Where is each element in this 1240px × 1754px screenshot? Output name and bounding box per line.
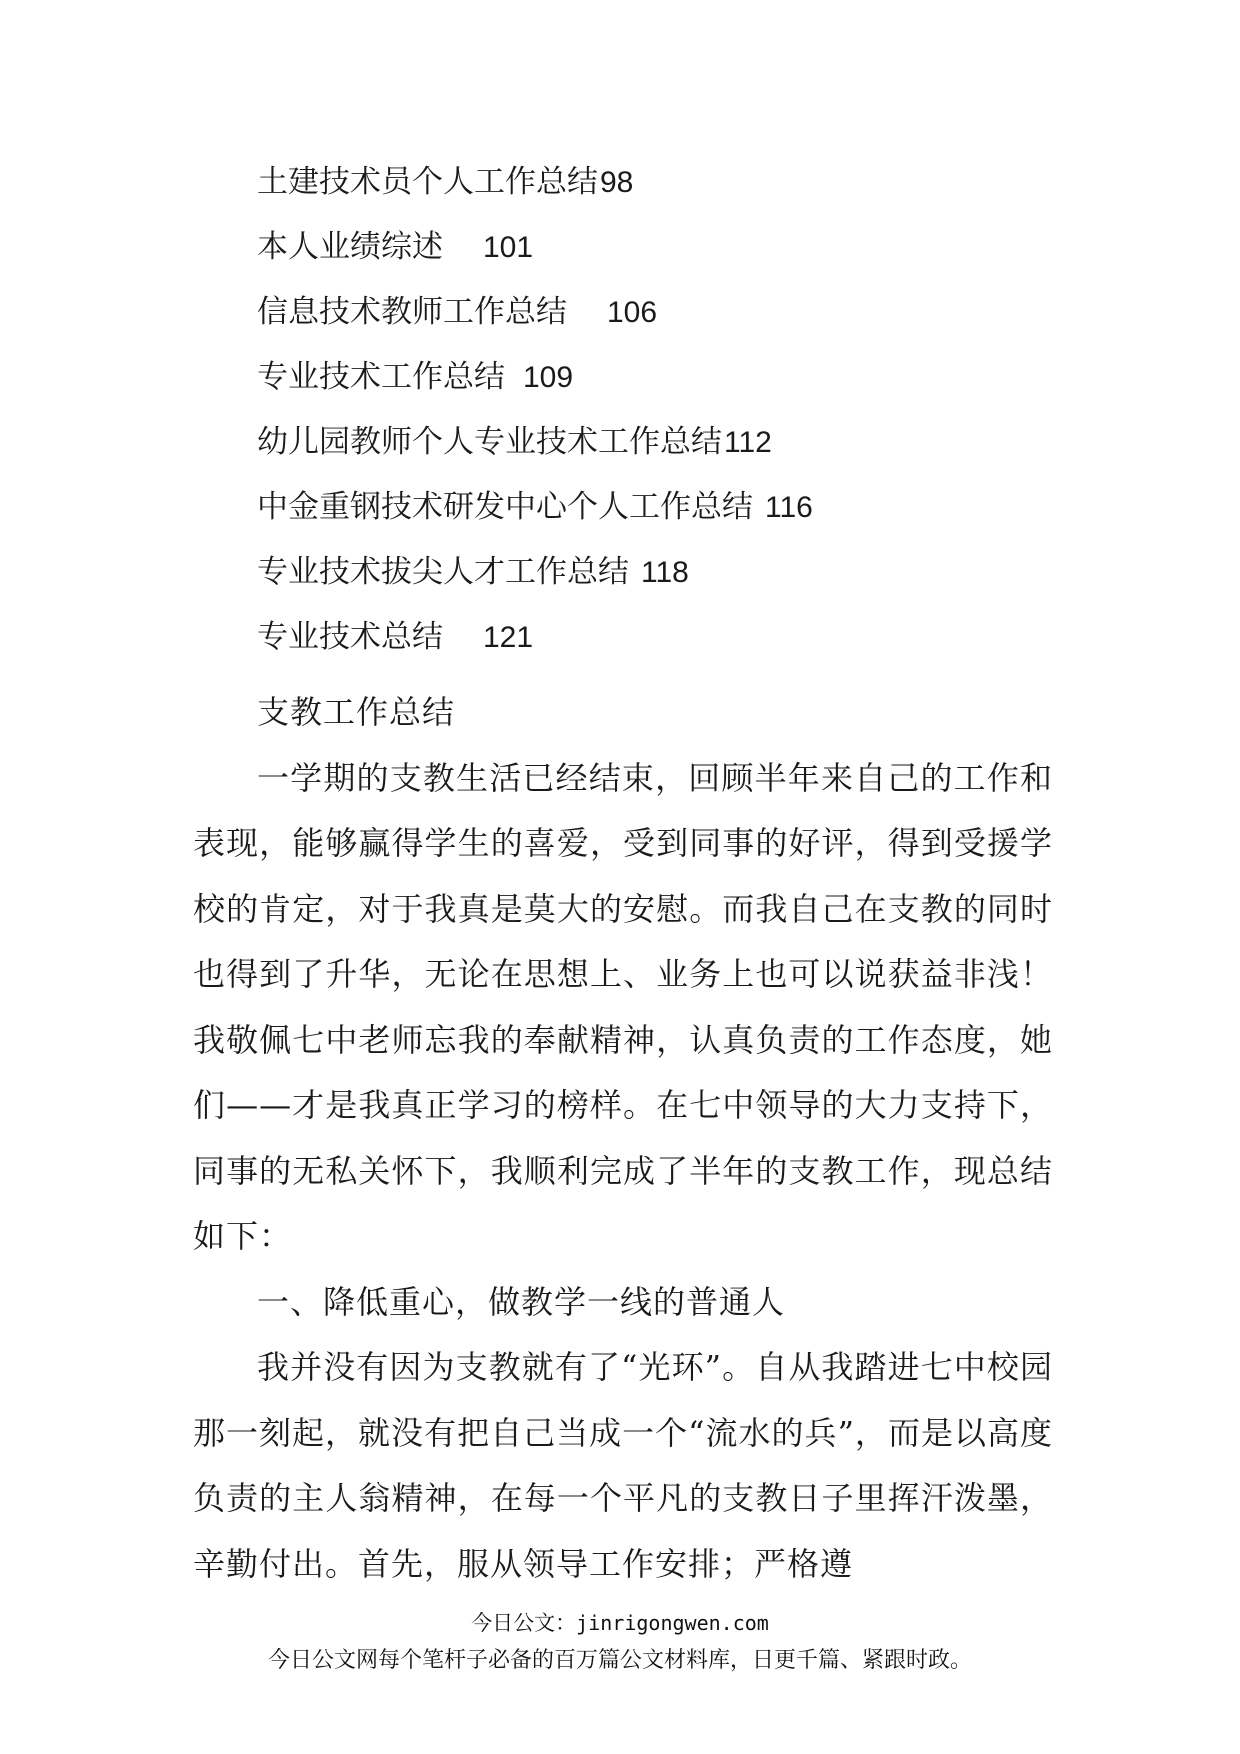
toc-item-page: 101 [483, 231, 534, 264]
article-title: 支教工作总结 [257, 693, 456, 731]
toc-item[interactable] [257, 613, 1077, 678]
toc-item[interactable] [257, 548, 1077, 613]
page-footer [0, 1608, 1240, 1677]
article-paragraph: 一学期的支教生活已经结束，回顾半年来自己的工作和表现，能够赢得学生的喜爱，受到同事的好评，得到受援学校的肯定，对于我真是莫大的安慰。而我自己在支教的同时也得到了升华，无论在思想上、业务上也可以说获益非浅！我敬佩七中老师忘我的奉献精神，认真负责的工作态度，她们——才是我真正学习的榜样。在七中领导的大力支持下，同事的无私关怀下，我顺利完成了半年的支教工作，现总结如下： [193, 758, 1053, 1255]
toc-item-title: 本人业绩综述 [257, 229, 443, 265]
toc-item-page: 109 [523, 361, 574, 394]
footer-site-link[interactable]: jinrigongwen.com [576, 1611, 769, 1635]
toc-item-title: 专业技术总结 [257, 619, 443, 655]
toc-item-page: 118 [641, 556, 689, 589]
article-paragraph: 我并没有因为支教就有了“光环”。自从我踏进七中校园那一刻起，就没有把自己当成一个“流水的兵”，而是以高度负责的主人翁精神，在每一个平凡的支教日子里挥汗泼墨，辛勤付出。首先，服从领导工作安排；严格遵 [193, 1348, 1053, 1583]
toc-item-page: 98 [600, 166, 634, 199]
section-heading: 一、降低重心，做教学一线的普通人 [257, 1282, 786, 1321]
toc-item-title: 幼儿园教师个人专业技术工作总结 [257, 424, 722, 460]
article-body [193, 680, 1053, 1597]
toc-item-page: 116 [765, 491, 813, 524]
toc-item-page: 112 [724, 426, 772, 459]
toc-item-page: 106 [607, 296, 658, 329]
table-of-contents [257, 158, 1077, 678]
toc-item-page: 121 [483, 621, 534, 654]
toc-item[interactable] [257, 353, 1077, 418]
toc-item-title: 信息技术教师工作总结 [257, 294, 567, 330]
toc-item-title: 专业技术拔尖人才工作总结 [257, 554, 629, 590]
footer-slogan: 今日公文网每个笔杆子必备的百万篇公文材料库，日更千篇、紧跟时政。 [267, 1647, 972, 1672]
toc-item-title: 土建技术员个人工作总结 [257, 164, 598, 200]
toc-item-title: 中金重钢技术研发中心个人工作总结 [257, 489, 753, 525]
toc-item[interactable] [257, 418, 1077, 483]
footer-site-label: 今日公文： [471, 1612, 577, 1635]
footer-site [0, 1608, 1240, 1639]
toc-item-title: 专业技术工作总结 [257, 359, 505, 395]
toc-item[interactable] [257, 223, 1077, 288]
toc-item[interactable] [257, 288, 1077, 353]
toc-item[interactable] [257, 483, 1077, 548]
toc-item[interactable] [257, 158, 1077, 223]
